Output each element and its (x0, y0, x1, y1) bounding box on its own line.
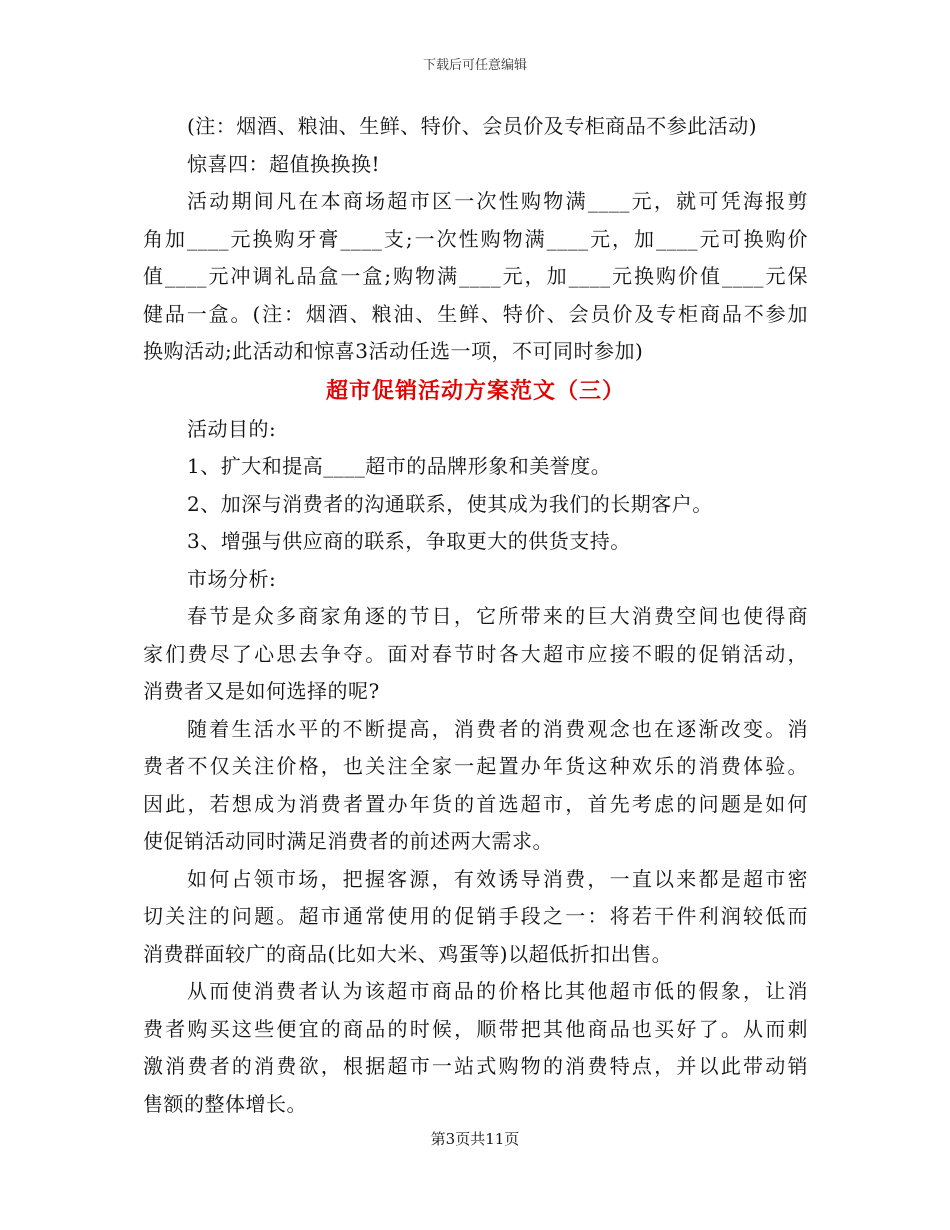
paragraph-line: 售额的整体增长。 (143, 1091, 307, 1116)
paragraph-line: 费者不仅关注价格，也关注全家一起置办年货这种欢乐的消费体验。 (143, 754, 808, 778)
paragraph-line: 因此，若想成为消费者置办年货的首选超市，首先考虑的问题是如何 (143, 791, 808, 816)
header-note: 下载后可任意编辑 (422, 58, 527, 73)
market-heading: 市场分析: (187, 566, 277, 591)
paragraph-line: 消费群面较广的商品(比如大米、鸡蛋等)以超低折扣出售。 (143, 941, 673, 966)
paragraph-line: 惊喜四：超值换换换! (187, 151, 381, 176)
paragraph-line: 健品一盒。(注：烟酒、粮油、生鲜、特价、会员价及专柜商品不参加 (143, 301, 808, 326)
goal-item: 1、扩大和提高____超市的品牌形象和美誉度。 (187, 454, 612, 478)
goal-item: 3、增强与供应商的联系，争取更大的供货支持。 (187, 529, 631, 553)
goal-heading: 活动目的: (187, 416, 277, 441)
paragraph-line: 激消费者的消费欲，根据超市一站式购物的消费特点，并以此带动销 (143, 1054, 808, 1078)
page-number: 第3页共11页 (430, 1130, 520, 1148)
section-title: 超市促销活动方案范文（三） (325, 377, 625, 404)
paragraph-line: 家们费尽了心思去争夺。面对春节时各大超市应接不暇的促销活动， (143, 641, 808, 666)
goal-item: 2、加深与消费者的沟通联系，使其成为我们的长期客户。 (187, 491, 713, 516)
paragraph-line: 值____元冲调礼品盒一盒;购物满____元，加____元换购价值____元保 (143, 264, 808, 288)
paragraph-line: 切关注的问题。超市通常使用的促销手段之一：将若干件利润较低而 (143, 904, 808, 928)
document-body (143, 108, 808, 1123)
paragraph-line: 使促销活动同时满足消费者的前述两大需求。 (143, 829, 553, 853)
paragraph-line: 费者购买这些便宜的商品的时候，顺带把其他商品也买好了。从而刺 (143, 1016, 808, 1041)
paragraph-line: 从而使消费者认为该超市商品的价格比其他超市低的假象，让消 (187, 979, 808, 1003)
paragraph-line: (注：烟酒、粮油、生鲜、特价、会员价及专柜商品不参此活动) (187, 114, 758, 138)
paragraph-line: 随着生活水平的不断提高，消费者的消费观念也在逐渐改变。消 (187, 716, 808, 741)
paragraph-line: 如何占领市场，把握客源，有效诱导消费，一直以来都是超市密 (187, 866, 808, 891)
paragraph-line: 角加____元换购牙膏____支;一次性购物满____元，加____元可换购价 (143, 226, 808, 251)
paragraph-line: 换购活动;此活动和惊喜3活动任选一项，不可同时参加) (143, 339, 644, 363)
paragraph-line: 活动期间凡在本商场超市区一次性购物满____元，就可凭海报剪 (187, 189, 808, 213)
paragraph-line: 消费者又是如何选择的呢? (143, 679, 380, 703)
paragraph-line: 春节是众多商家角逐的节日，它所带来的巨大消费空间也使得商 (187, 604, 808, 628)
